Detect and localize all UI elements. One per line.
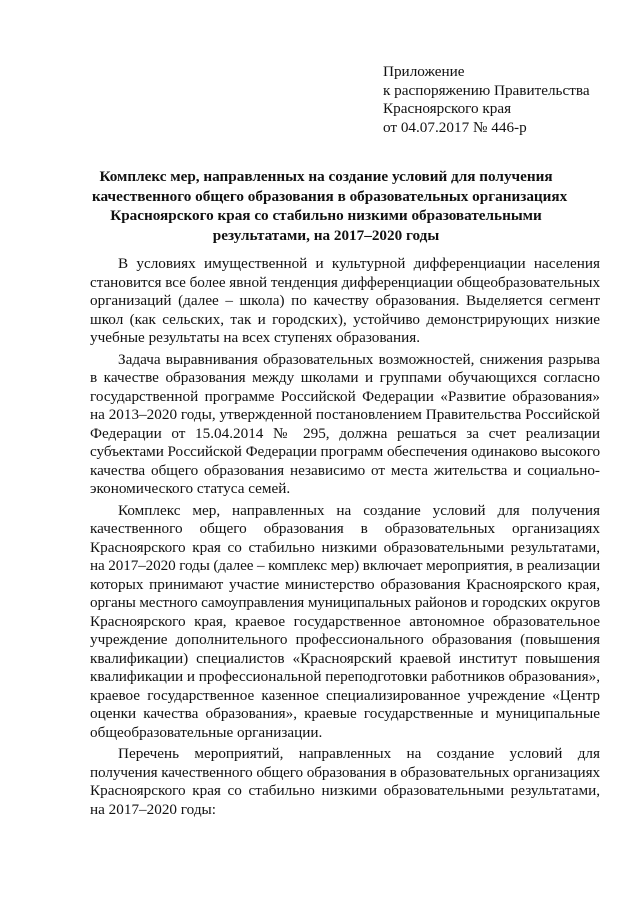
document-title <box>92 167 568 245</box>
appendix-line: Красноярского края <box>383 100 512 118</box>
text-line: на 2013–2020 годы, утвержденной постановлением Правительства Российской <box>90 406 600 423</box>
text-line: качества общего образования независимо от места жительства и социально- <box>90 461 600 479</box>
text-line: Перечень мероприятий, направленных на создание условий для <box>118 745 600 762</box>
text-line: на 2017–2020 годы: <box>90 800 216 818</box>
text-line: органы местного самоуправления муниципальных районов и городских округов <box>90 594 600 611</box>
text-line: которых принимают участие министерство образования Красноярского края, <box>90 575 600 593</box>
paragraph-2 <box>90 351 600 499</box>
title-line: Комплекс мер, направленных на создание условий для получения <box>99 168 553 185</box>
text-line: общеобразовательные организации. <box>90 723 323 741</box>
text-line: получения качественного общего образования в образовательных организациях <box>90 763 600 781</box>
text-line: становится все более явной тенденция дифференциации общеобразовательных <box>90 273 600 291</box>
text-line: субъектами Российской Федерации программ обеспечения одинаково высокого <box>90 443 601 460</box>
paragraph-1 <box>90 255 600 348</box>
text-line: качественного общего образования в образовательных организациях <box>90 520 600 537</box>
text-line: Красноярского края, краевое государственное автономное образовательное <box>90 612 600 630</box>
text-line: организаций (далее – школа) по качеству образования. Выделяется сегмент <box>90 292 600 309</box>
paragraph-4 <box>90 745 600 819</box>
text-line: В условиях имущественной и культурной дифференциации населения <box>118 255 600 272</box>
text-line: Федерации от 15.04.2014 № 295, должна решаться за счет реализации <box>90 424 600 442</box>
text-line: Красноярского края со стабильно низкими образовательными результатами, <box>90 782 600 799</box>
title-line: результатами, на 2017–2020 годы <box>212 226 440 244</box>
text-line: оценки качества образования», краевые государственные и муниципальные <box>90 705 600 722</box>
text-line: государственной программе Российской Федерации «Развитие образования» <box>90 387 600 405</box>
appendix-line: к распоряжению Правительства <box>383 81 590 99</box>
text-line: на 2017–2020 годы (далее – комплекс мер) включает мероприятия, в реализации <box>90 557 600 574</box>
title-line: качественного общего образования в образовательных организациях <box>92 187 568 205</box>
title-line: Красноярского края со стабильно низкими образовательными <box>110 207 542 224</box>
text-line: экономического статуса семей. <box>90 480 291 497</box>
text-line: школ (как сельских, так и городских), устойчиво демонстрирующих низкие <box>90 310 600 328</box>
document-body <box>90 255 600 822</box>
text-line: в качестве образования между школами и группами обучающихся согласно <box>90 369 600 386</box>
text-line: Красноярского края со стабильно низкими образовательными результатами, <box>90 538 600 556</box>
appendix-line: Приложение <box>383 63 465 80</box>
text-line: учебные результаты на всех ступенях образования. <box>90 329 421 346</box>
text-line: Комплекс мер, направленных на создание условий для получения <box>118 501 600 519</box>
text-line: квалификации) специалистов «Красноярский краевой институт повышения <box>90 649 600 667</box>
text-line: Задача выравнивания образовательных возможностей, снижения разрыва <box>118 350 600 368</box>
paragraph-3 <box>90 502 600 743</box>
appendix-line: от 04.07.2017 № 446-р <box>383 118 527 136</box>
text-line: учреждение дополнительного профессионального образования (повышения <box>90 631 600 648</box>
appendix-header <box>383 63 590 137</box>
text-line: краевое государственное казенное специализированное учреждение «Центр <box>90 686 600 704</box>
text-line: квалификации и профессиональной переподготовки работников образования», <box>90 668 600 685</box>
